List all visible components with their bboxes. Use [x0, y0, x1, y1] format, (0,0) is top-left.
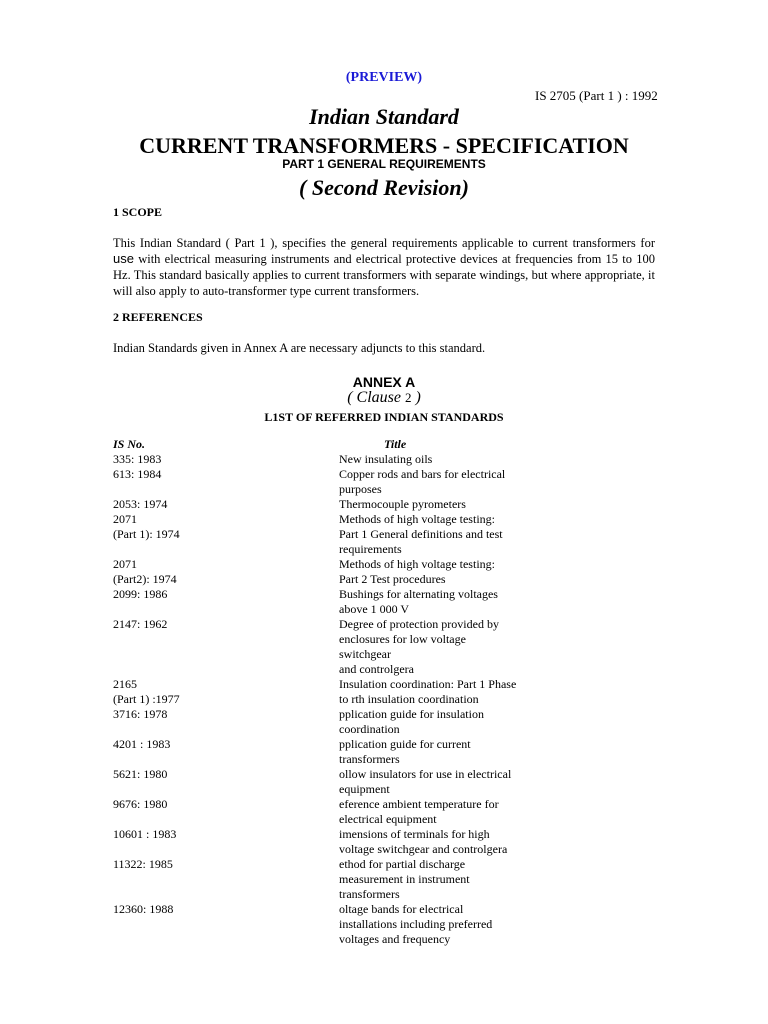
- standard-number-cell: [113, 617, 167, 632]
- annex-title: ANNEX A: [352, 374, 416, 390]
- standard-title-line: to rth insulation coordination: [339, 692, 479, 706]
- standard-title-cell: [339, 467, 519, 497]
- standard-number-line: 2071: [113, 512, 137, 526]
- standard-number-line: 2147: 1962: [113, 617, 168, 631]
- referred-standards-heading: L1ST OF REFERRED INDIAN STANDARDS: [264, 410, 504, 424]
- table-row: [0, 677, 768, 707]
- standard-title-line: measurement in instrument: [339, 872, 470, 886]
- standard-title-cell: [339, 797, 519, 827]
- standard-title-line: above 1 000 V: [339, 602, 410, 616]
- table-row: [0, 467, 768, 497]
- document-subtitle-part: PART 1 GENERAL REQUIREMENTS: [282, 157, 486, 171]
- standard-title-line: Methods of high voltage testing:: [339, 557, 495, 571]
- standard-number-cell: [113, 857, 173, 872]
- standard-number-cell: [113, 512, 180, 542]
- standard-number-cell: [113, 497, 167, 512]
- standard-number-cell: [113, 452, 161, 467]
- standard-number-line: (Part2): 1974: [113, 572, 177, 586]
- standard-title-line: equipment: [339, 782, 390, 796]
- standard-title-line: Degree of protection provided by: [339, 617, 499, 631]
- standard-title-line: transformers: [339, 887, 400, 901]
- table-row: [0, 857, 768, 902]
- standard-title-line: imensions of terminals for high: [339, 827, 490, 841]
- standard-title-line: ollow insulators for use in electrical: [339, 767, 512, 781]
- table-row: [0, 902, 768, 947]
- standard-title-line: pplication guide for insulation: [339, 707, 484, 721]
- standard-title-line: transformers: [339, 752, 400, 766]
- standard-title-line: requirements: [339, 542, 402, 556]
- standard-title-cell: [339, 617, 519, 677]
- standard-number-cell: [113, 797, 167, 812]
- standard-title-line: Part 1 General definitions and test: [339, 527, 503, 541]
- standard-title-cell: [339, 857, 519, 902]
- standard-title-line: pplication guide for current: [339, 737, 471, 751]
- standard-number-line: 2053: 1974: [113, 497, 168, 511]
- standard-title-line: Copper rods and bars for electrical: [339, 467, 506, 481]
- standard-number-line: 11322: 1985: [113, 857, 173, 871]
- standard-number-cell: [113, 827, 176, 842]
- table-row: [0, 512, 768, 557]
- table-row: [0, 587, 768, 617]
- standard-number-line: 613: 1984: [113, 467, 162, 481]
- standard-title-cell: [339, 902, 519, 947]
- standard-number-line: 12360: 1988: [113, 902, 174, 916]
- standard-title-line: New insulating oils: [339, 452, 433, 466]
- standard-title-line: ethod for partial discharge: [339, 857, 466, 871]
- table-row: [0, 617, 768, 677]
- standard-number: IS 2705 (Part 1 ) : 1992: [535, 88, 658, 103]
- standard-title-line: voltages and frequency: [339, 932, 451, 946]
- standard-title-line: purposes: [339, 482, 382, 496]
- standard-number-cell: [113, 902, 173, 917]
- standard-number-cell: [113, 677, 180, 707]
- standard-number-line: 2165: [113, 677, 137, 691]
- standard-title-line: Insulation coordination: Part 1 Phase: [339, 677, 517, 691]
- table-row: [0, 827, 768, 857]
- standard-title-line: enclosures for low voltage switchgear: [339, 632, 466, 661]
- standard-title-line: electrical equipment: [339, 812, 437, 826]
- standard-number-cell: [113, 737, 170, 752]
- standard-number-line: 2071: [113, 557, 137, 571]
- table-row: [0, 797, 768, 827]
- standard-title-line: Part 2 Test procedures: [339, 572, 446, 586]
- standard-number-line: 335: 1983: [113, 452, 162, 466]
- standard-number-line: 3716: 1978: [113, 707, 168, 721]
- standard-title-cell: [339, 587, 519, 617]
- standard-number-cell: [113, 467, 161, 482]
- standard-title-cell: [339, 737, 519, 767]
- standard-number-line: 10601 : 1983: [113, 827, 177, 841]
- standard-number-cell: [113, 707, 167, 722]
- table-row: [0, 497, 768, 512]
- standard-title-line: installations including preferred: [339, 917, 493, 931]
- references-paragraph: Indian Standards given in Annex A are necessary adjuncts to this standard.: [113, 341, 486, 355]
- standard-title-line: Thermocouple pyrometers: [339, 497, 466, 511]
- standard-number-line: 4201 : 1983: [113, 737, 171, 751]
- standard-number-line: 9676: 1980: [113, 797, 168, 811]
- table-row: [0, 557, 768, 587]
- scope-heading: 1 SCOPE: [113, 205, 163, 219]
- standard-title-line: eference ambient temperature for: [339, 797, 499, 811]
- standard-title-cell: [339, 827, 519, 857]
- standard-title-line: oltage bands for electrical: [339, 902, 464, 916]
- document-revision: ( Second Revision): [299, 175, 469, 200]
- column-header-title: Title: [384, 437, 407, 451]
- standard-title-line: and controlgera: [339, 662, 414, 676]
- standard-number-cell: [113, 557, 177, 587]
- standards-table: [0, 452, 768, 947]
- table-row: [0, 737, 768, 767]
- standard-title-line: voltage switchgear and controlgera: [339, 842, 508, 856]
- standard-number-line: (Part 1) :1977: [113, 692, 180, 706]
- standard-number-line: 2099: 1986: [113, 587, 168, 601]
- column-header-is-no: IS No.: [113, 437, 146, 451]
- document-title-main: CURRENT TRANSFORMERS - SPECIFICATION: [139, 133, 629, 158]
- standard-title-cell: [339, 452, 519, 467]
- standard-title-cell: [339, 677, 519, 707]
- document-title-indian-standard: Indian Standard: [309, 104, 459, 129]
- standard-number-cell: [113, 767, 167, 782]
- table-row: [0, 452, 768, 467]
- standard-title-cell: [339, 497, 519, 512]
- standard-title-cell: [339, 767, 519, 797]
- scope-paragraph: This Indian Standard ( Part 1 ), specifies the general requirements applicable to current transformers for use with electrical measuring instruments and electrical protective devices at frequencies from 15 to 100 Hz. This standard basically applies to current transformers with separate windings, but where appropriate, it will also apply to auto-transformer type current transformers.: [113, 236, 655, 298]
- table-row: [0, 767, 768, 797]
- standard-title-cell: [339, 707, 519, 737]
- standard-number-line: 5621: 1980: [113, 767, 168, 781]
- standard-number-cell: [113, 587, 167, 602]
- references-heading: 2 REFERENCES: [113, 310, 203, 324]
- standard-title-cell: [339, 557, 519, 587]
- table-row: [0, 707, 768, 737]
- standard-title-line: Bushings for alternating voltages: [339, 587, 498, 601]
- standard-title-cell: [339, 512, 519, 557]
- standard-number-line: (Part 1): 1974: [113, 527, 180, 541]
- annex-clause: ( Clause 2 ): [347, 389, 421, 406]
- preview-label: (PREVIEW): [345, 70, 423, 85]
- standard-title-line: coordination: [339, 722, 400, 736]
- standard-title-line: Methods of high voltage testing:: [339, 512, 495, 526]
